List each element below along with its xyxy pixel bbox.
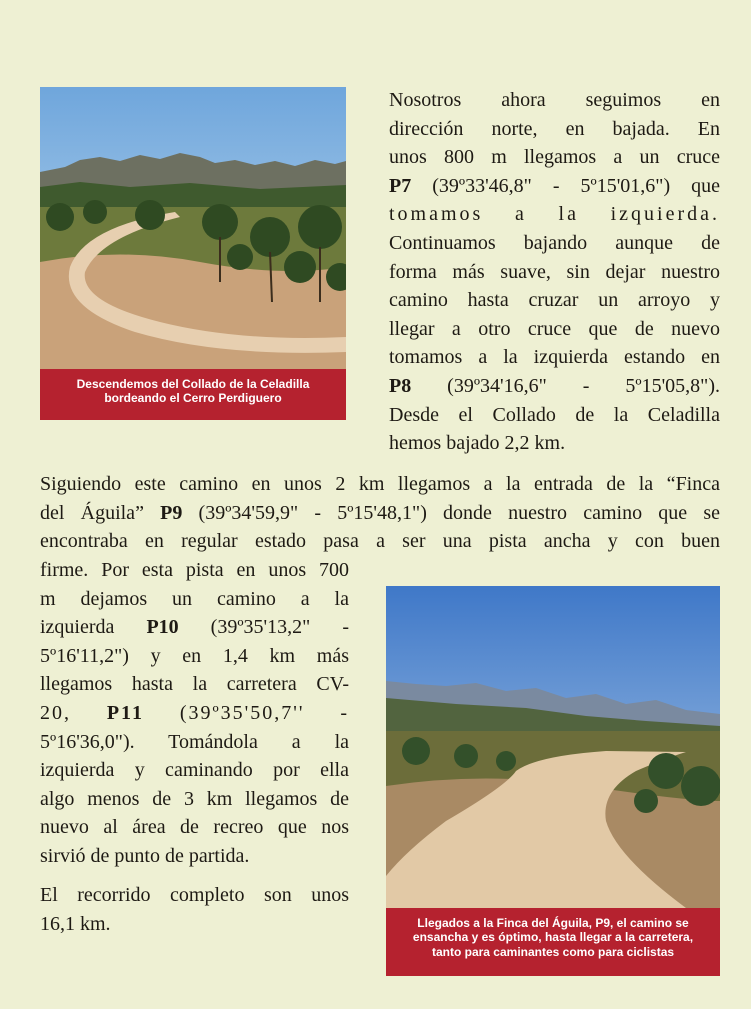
paragraph-road-return bbox=[40, 556, 349, 871]
text-line bbox=[40, 613, 349, 642]
text-line: algo menos de 3 km llegamos de bbox=[40, 787, 349, 810]
text-line bbox=[40, 699, 349, 728]
caption-line: tanto para caminantes como para ciclistas bbox=[431, 944, 675, 959]
text-line: encontraba en regular estado pasa a ser una pista ancha y con buen bbox=[40, 530, 720, 553]
text-line: Desde el Collado de la Celadilla bbox=[389, 403, 720, 426]
waypoint-p7: P7 bbox=[389, 174, 412, 197]
paragraph-descent bbox=[389, 86, 720, 458]
waypoint-p8: P8 bbox=[389, 374, 412, 397]
coordinates: (39º33'46,8" - 5º15'01,6") que bbox=[411, 174, 720, 197]
waypoint-p10: P10 bbox=[146, 616, 179, 639]
text-line: dirección norte, en bajada. En bbox=[389, 117, 720, 140]
photo-image-descent bbox=[40, 87, 346, 369]
text-fragment: 20, bbox=[40, 701, 107, 724]
text-line: izquierda y caminando por ella bbox=[40, 759, 349, 782]
text-line bbox=[40, 499, 720, 528]
waypoint-p9: P9 bbox=[160, 501, 183, 524]
photo-caption bbox=[386, 908, 720, 959]
text-line: unos 800 m llegamos a un cruce bbox=[389, 146, 720, 169]
text-line: 5º16'11,2") y en 1,4 km más bbox=[40, 644, 349, 667]
text-line: Siguiendo este camino en unos 2 km llegamos a la entrada de la “Finca bbox=[40, 473, 720, 495]
text-line: forma más suave, sin dejar nuestro bbox=[389, 260, 720, 283]
photo-collado-celadilla bbox=[40, 87, 346, 420]
photo-caption bbox=[40, 369, 346, 406]
text-line: 5º16'36,0"). Tomándola a la bbox=[40, 730, 349, 753]
paragraph-finca-aguila bbox=[40, 470, 720, 556]
text-line: nuevo al área de recreo que nos bbox=[40, 816, 349, 839]
caption-line: Descendemos del Collado de la Celadilla bbox=[76, 377, 310, 391]
text-line: tomamos a la izquierda estando en bbox=[389, 346, 720, 369]
photo-image-wide-track bbox=[386, 586, 720, 908]
text-line: m dejamos un camino a la bbox=[40, 587, 349, 610]
text-line: hemos bajado 2,2 km. bbox=[389, 432, 566, 455]
text-line: Nosotros ahora seguimos en bbox=[389, 89, 720, 111]
text-fragment: izquierda bbox=[40, 616, 147, 639]
text-line: firme. Por esta pista en unos 700 bbox=[40, 559, 349, 581]
photo-finca-aguila bbox=[386, 586, 720, 976]
text-line: sirvió de punto de partida. bbox=[40, 844, 250, 867]
text-line bbox=[389, 172, 720, 201]
text-line bbox=[389, 372, 720, 401]
text-line: tomamos a la izquierda. bbox=[389, 203, 720, 226]
coordinates: (39º35'50,7'' - bbox=[143, 701, 349, 724]
text-line: El recorrido completo son unos bbox=[40, 884, 349, 906]
caption-line: ensancha y es óptimo, hasta llegar a la carretera, bbox=[412, 930, 694, 945]
coordinates: (39º34'16,6" - 5º15'05,8"). bbox=[411, 374, 720, 397]
coordinates: (39º35'13,2" - bbox=[178, 616, 349, 639]
coordinates: (39º34'59,9" - 5º15'48,1") donde nuestro camino que se bbox=[182, 501, 720, 524]
waypoint-p11: P11 bbox=[106, 701, 144, 724]
text-fragment: del Águila” bbox=[40, 501, 161, 524]
text-line: camino hasta cruzar un arroyo y bbox=[389, 289, 720, 312]
caption-line: bordeando el Cerro Perdiguero bbox=[104, 391, 282, 406]
text-line: llegamos hasta la carretera CV- bbox=[40, 673, 349, 696]
text-line: Continuamos bajando aunque de bbox=[389, 231, 720, 254]
text-line: llegar a otro cruce que de nuevo bbox=[389, 317, 720, 340]
paragraph-total-distance bbox=[40, 881, 349, 938]
caption-line: Llegados a la Finca del Águila, P9, el camino se bbox=[417, 916, 689, 930]
text-line: 16,1 km. bbox=[40, 912, 111, 935]
